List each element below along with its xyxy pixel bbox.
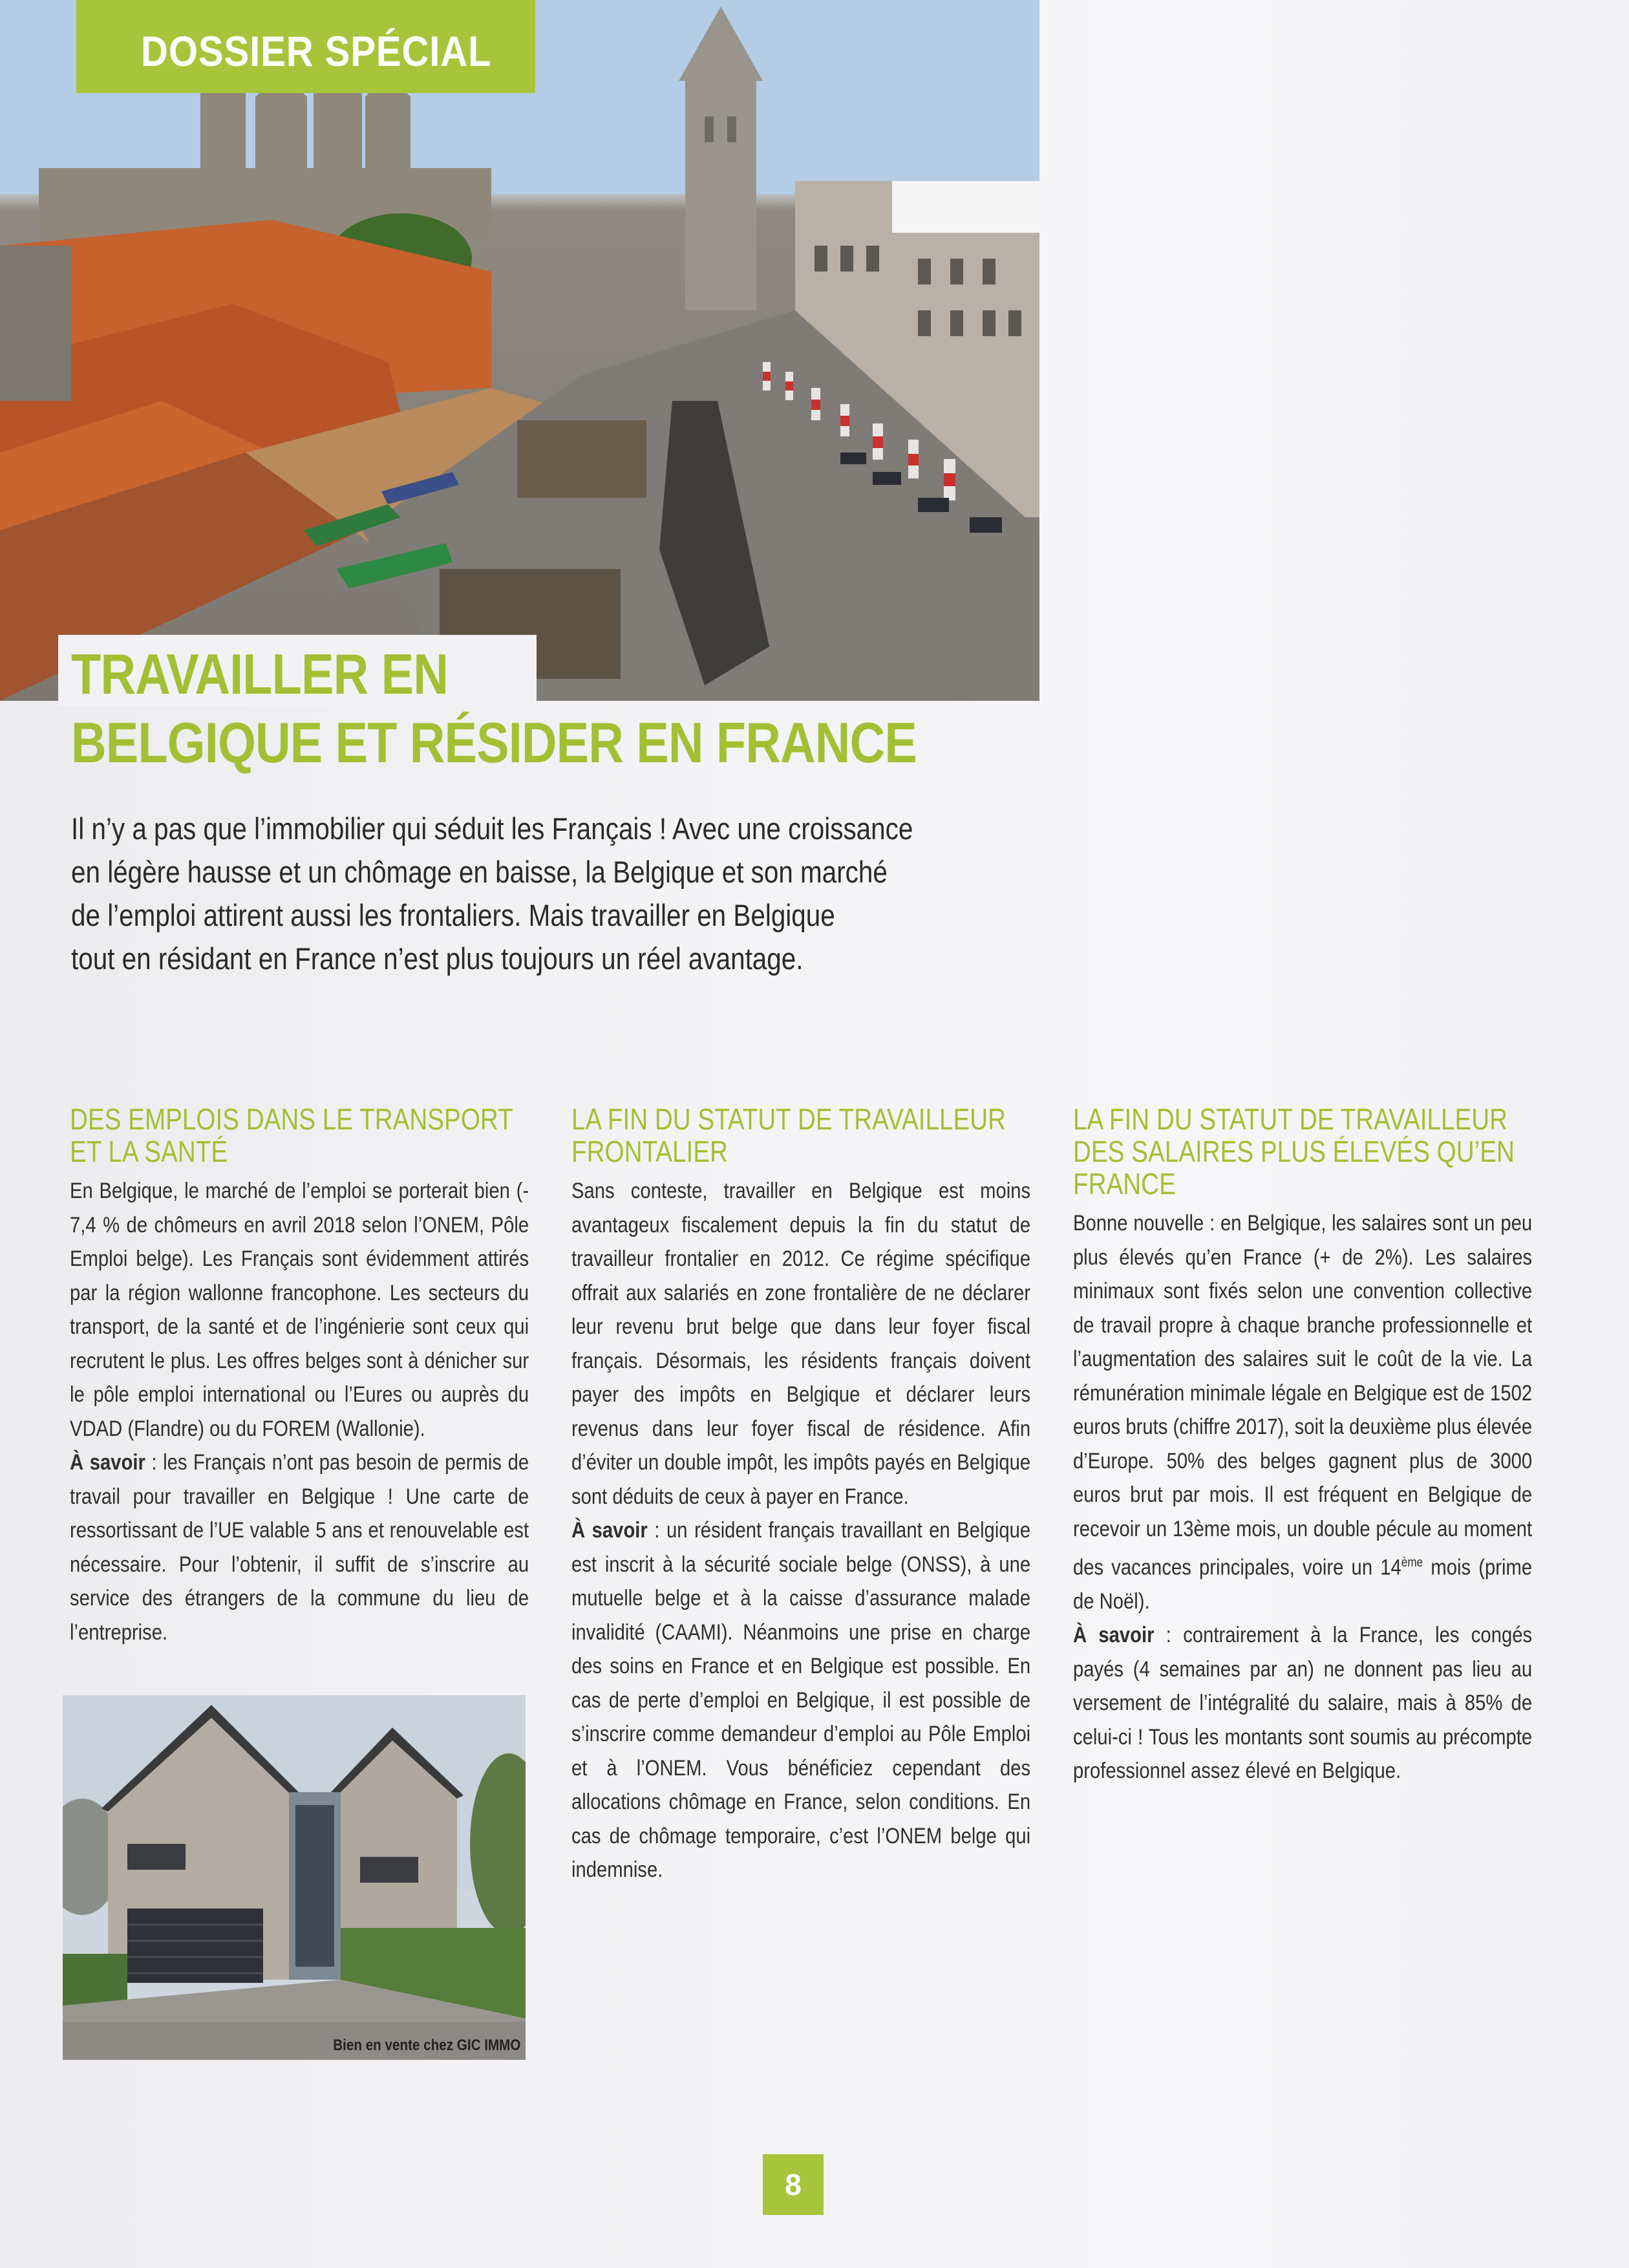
superscript: ème <box>1401 1556 1423 1570</box>
lede-line: Il n’y a pas que l’immobilier qui séduit les Français ! Avec une croissance <box>71 811 913 846</box>
article-title <box>71 640 1041 777</box>
column-body <box>571 1174 1030 1887</box>
lede-line: en légère hausse et un chômage en baisse, la Belgique et son marché <box>71 855 888 889</box>
column-body <box>70 1174 529 1649</box>
house-photo-caption: Bien en vente chez GIC IMMO <box>332 2037 520 2054</box>
hero-photo <box>0 0 1039 701</box>
column-body-text: Bonne nouvelle : en Belgique, les salaires sont un peu plus élevés qu’en France (+ de 2%). Les salaires minimaux sont fixés selon une convention collective de travail propre à chaque branche professionnelle et l’augmentation des salaires suit le coût de la vie. La rémunération minimale légale en Belgique est de 1502 euros bruts (chiffre 2017), soit la deuxième plus élevée d’Europe. 50% des belges gagnent plus de 3000 euros brut par mois. Il est fréquent en Belgique de recevoir un 13ème mois, un double pécule au moment des vacances principales, voire un 14 <box>1073 1211 1533 1580</box>
note-label: À savoir <box>70 1450 145 1475</box>
column-body <box>1073 1206 1532 1788</box>
column-body-text: Sans conteste, travailler en Belgique est moins avantageux fiscalement depuis la fin du statut de travailleur frontalier en 2012. Ce régime spécifique offrait aux salariés en zone frontalière de ne déclarer leur revenu brut belge que dans leur foyer fiscal français. Désormais, les résidents français doivent payer des impôts en Belgique et déclarer leurs revenus dans leur foyer fiscal de résidence. Afin d’éviter un double impôt, les impôts payés en Belgique sont déduits de ceux à payer en France. <box>571 1179 1031 1509</box>
column-body-text: mois (prime de Noël). <box>1073 1555 1533 1614</box>
column-emplois <box>70 1103 529 1649</box>
note-text: : contrairement à la France, les congés payés (4 semaines par an) ne donnent pas lieu au versement de l’intégralité du salaire, mais à 85% de celui-ci ! Tous les montants sont soumis au précompte professionnel assez élevé en Belgique. <box>1073 1623 1533 1784</box>
article-lede <box>71 807 1054 980</box>
house-photo <box>63 1695 526 2060</box>
note-label: À savoir <box>1073 1623 1155 1648</box>
column-salaires <box>1073 1103 1532 1788</box>
column-body-text: En Belgique, le marché de l’emploi se porterait bien (- 7,4 % de chômeurs en avril 2018 selon l’ONEM, Pôle Emploi belge). Les Français sont évidemment attirés par la région wallonne francophone. Les secteurs du transport, de la santé et de l’ingénierie sont ceux qui recrutent le plus. Les offres belges sont à dénicher sur le pôle emploi international ou l’Eures ou auprès du VDAD (Flandre) ou du FOREM (Wallonie). <box>70 1179 529 1441</box>
column-heading: LA FIN DU STATUT DE TRAVAILLEUR DES SALAIRES PLUS ÉLEVÉS QU’EN FRANCE <box>1073 1102 1515 1201</box>
column-heading: LA FIN DU STATUT DE TRAVAILLEUR FRONTALIER <box>571 1102 1006 1168</box>
column-heading: DES EMPLOIS DANS LE TRANSPORT ET LA SANTÉ <box>70 1102 513 1168</box>
article-title-line-2: BELGIQUE ET RÉSIDER EN FRANCE <box>71 711 917 775</box>
page-number: 8 <box>763 2154 824 2215</box>
note-text: : un résident français travaillant en Belgique est inscrit à la sécurité sociale belge (ONSS), à une mutuelle belge et à la caisse d’assurance malade invalidité (CAAMI). Néanmoins une prise en charge des soins en France et en Belgique est possible. En cas de perte d’emploi en Belgique, il est possible de s’inscrire comme demandeur d’emploi au Pôle Emploi et à l’ONEM. Vous bénéficiez cependant des allocations chômage en France, selon conditions. En cas de chômage temporaire, c’est l’ONEM belge qui indemnise. <box>571 1518 1031 1882</box>
lede-line: de l’emploi attirent aussi les frontaliers. Mais travailler en Belgique <box>71 898 835 932</box>
section-tag-label: DOSSIER SPÉCIAL <box>141 27 492 75</box>
article-title-line-1: TRAVAILLER EN <box>71 642 449 706</box>
section-tag <box>76 0 535 93</box>
lede-line: tout en résidant en France n’est plus toujours un réel avantage. <box>71 941 804 976</box>
note-text: : les Français n’ont pas besoin de permis de travail pour travailler en Belgique ! Une carte de ressortissant de l’UE valable 5 ans et renouvelable est nécessaire. Pour l’obtenir, il suffit de s’inscrire au service des étrangers de la commune du lieu de l’entreprise. <box>70 1450 529 1645</box>
column-statut-frontalier <box>571 1103 1030 1887</box>
note-label: À savoir <box>571 1518 648 1543</box>
